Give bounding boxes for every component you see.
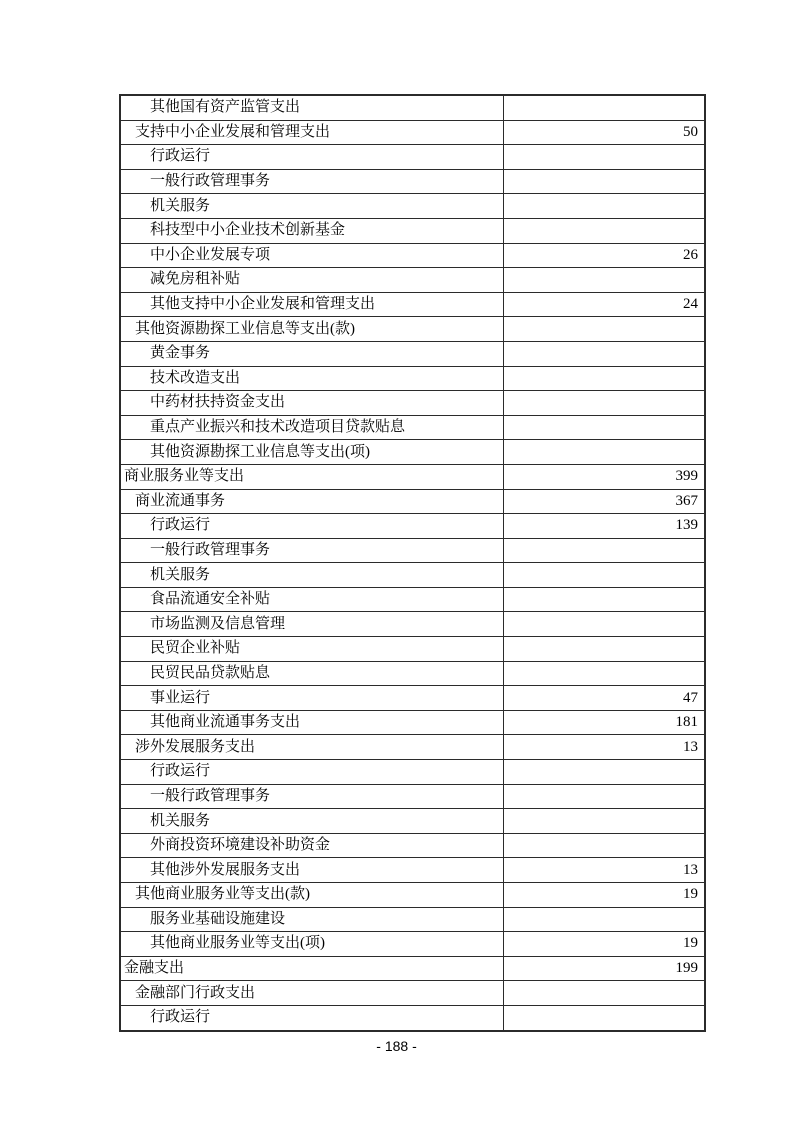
row-label-cell: 金融支出 xyxy=(120,956,504,981)
row-value-cell xyxy=(504,833,706,858)
row-value-cell xyxy=(504,317,706,342)
table-row xyxy=(120,858,705,883)
row-label-cell: 市场监测及信息管理 xyxy=(120,612,504,637)
table-row xyxy=(120,169,705,194)
table-row xyxy=(120,612,705,637)
row-value-cell: 47 xyxy=(504,686,706,711)
row-label-cell: 商业服务业等支出 xyxy=(120,464,504,489)
row-label-cell: 其他资源勘探工业信息等支出(项) xyxy=(120,440,504,465)
table-row xyxy=(120,563,705,588)
table-row xyxy=(120,932,705,957)
row-value-cell xyxy=(504,415,706,440)
table-row xyxy=(120,883,705,908)
row-label-cell: 机关服务 xyxy=(120,563,504,588)
row-value-cell xyxy=(504,194,706,219)
budget-table-body xyxy=(120,95,705,1031)
row-value-cell xyxy=(504,341,706,366)
row-label-cell: 重点产业振兴和技术改造项目贷款贴息 xyxy=(120,415,504,440)
row-value-cell: 181 xyxy=(504,710,706,735)
row-value-cell: 50 xyxy=(504,120,706,145)
table-row xyxy=(120,292,705,317)
table-row xyxy=(120,686,705,711)
row-label-cell: 中药材扶持资金支出 xyxy=(120,391,504,416)
budget-table xyxy=(119,94,706,1032)
table-row xyxy=(120,760,705,785)
row-label-cell: 其他支持中小企业发展和管理支出 xyxy=(120,292,504,317)
row-value-cell: 199 xyxy=(504,956,706,981)
table-row xyxy=(120,268,705,293)
row-value-cell xyxy=(504,169,706,194)
row-label-cell: 其他商业流通事务支出 xyxy=(120,710,504,735)
row-label-cell: 食品流通安全补贴 xyxy=(120,587,504,612)
row-value-cell xyxy=(504,268,706,293)
row-label-cell: 其他商业服务业等支出(项) xyxy=(120,932,504,957)
table-row xyxy=(120,95,705,120)
table-row xyxy=(120,218,705,243)
row-value-cell xyxy=(504,538,706,563)
row-label-cell: 民贸民品贷款贴息 xyxy=(120,661,504,686)
row-value-cell xyxy=(504,612,706,637)
row-label-cell: 涉外发展服务支出 xyxy=(120,735,504,760)
row-label-cell: 金融部门行政支出 xyxy=(120,981,504,1006)
table-row xyxy=(120,661,705,686)
table-row xyxy=(120,514,705,539)
row-value-cell: 19 xyxy=(504,883,706,908)
row-value-cell xyxy=(504,145,706,170)
table-row xyxy=(120,317,705,342)
row-value-cell: 139 xyxy=(504,514,706,539)
row-label-cell: 服务业基础设施建设 xyxy=(120,907,504,932)
table-row xyxy=(120,145,705,170)
row-label-cell: 一般行政管理事务 xyxy=(120,784,504,809)
table-row xyxy=(120,415,705,440)
row-label-cell: 中小企业发展专项 xyxy=(120,243,504,268)
row-label-cell: 外商投资环境建设补助资金 xyxy=(120,833,504,858)
row-label-cell: 支持中小企业发展和管理支出 xyxy=(120,120,504,145)
row-label-cell: 一般行政管理事务 xyxy=(120,169,504,194)
table-row xyxy=(120,587,705,612)
row-value-cell xyxy=(504,661,706,686)
table-row xyxy=(120,341,705,366)
row-label-cell: 其他商业服务业等支出(款) xyxy=(120,883,504,908)
table-row xyxy=(120,464,705,489)
row-value-cell: 367 xyxy=(504,489,706,514)
row-value-cell xyxy=(504,563,706,588)
table-row xyxy=(120,981,705,1006)
table-row xyxy=(120,243,705,268)
row-label-cell: 机关服务 xyxy=(120,809,504,834)
row-label-cell: 科技型中小企业技术创新基金 xyxy=(120,218,504,243)
row-value-cell xyxy=(504,637,706,662)
table-row xyxy=(120,809,705,834)
row-value-cell: 26 xyxy=(504,243,706,268)
row-label-cell: 其他国有资产监管支出 xyxy=(120,95,504,120)
page-number: - 188 - xyxy=(376,1038,417,1054)
table-row xyxy=(120,735,705,760)
row-value-cell: 13 xyxy=(504,735,706,760)
row-value-cell: 399 xyxy=(504,464,706,489)
table-row xyxy=(120,440,705,465)
row-label-cell: 一般行政管理事务 xyxy=(120,538,504,563)
row-label-cell: 商业流通事务 xyxy=(120,489,504,514)
table-row xyxy=(120,538,705,563)
row-label-cell: 其他资源勘探工业信息等支出(款) xyxy=(120,317,504,342)
row-label-cell: 行政运行 xyxy=(120,514,504,539)
table-row xyxy=(120,833,705,858)
table-row xyxy=(120,489,705,514)
table-row xyxy=(120,1005,705,1030)
row-label-cell: 黄金事务 xyxy=(120,341,504,366)
table-row xyxy=(120,956,705,981)
row-value-cell: 13 xyxy=(504,858,706,883)
row-value-cell xyxy=(504,440,706,465)
row-value-cell xyxy=(504,391,706,416)
row-value-cell xyxy=(504,907,706,932)
table-row xyxy=(120,194,705,219)
row-value-cell xyxy=(504,95,706,120)
row-value-cell xyxy=(504,760,706,785)
row-value-cell: 19 xyxy=(504,932,706,957)
row-label-cell: 行政运行 xyxy=(120,760,504,785)
table-row xyxy=(120,366,705,391)
row-value-cell xyxy=(504,587,706,612)
row-value-cell xyxy=(504,1005,706,1030)
row-label-cell: 机关服务 xyxy=(120,194,504,219)
row-value-cell xyxy=(504,218,706,243)
row-value-cell xyxy=(504,809,706,834)
row-label-cell: 其他涉外发展服务支出 xyxy=(120,858,504,883)
row-label-cell: 技术改造支出 xyxy=(120,366,504,391)
row-value-cell xyxy=(504,981,706,1006)
row-label-cell: 行政运行 xyxy=(120,145,504,170)
table-row xyxy=(120,784,705,809)
row-value-cell xyxy=(504,366,706,391)
table-row xyxy=(120,907,705,932)
row-label-cell: 事业运行 xyxy=(120,686,504,711)
row-value-cell xyxy=(504,784,706,809)
table-row xyxy=(120,120,705,145)
table-row xyxy=(120,710,705,735)
row-label-cell: 行政运行 xyxy=(120,1005,504,1030)
table-row xyxy=(120,637,705,662)
row-label-cell: 减免房租补贴 xyxy=(120,268,504,293)
table-row xyxy=(120,391,705,416)
row-value-cell: 24 xyxy=(504,292,706,317)
row-label-cell: 民贸企业补贴 xyxy=(120,637,504,662)
